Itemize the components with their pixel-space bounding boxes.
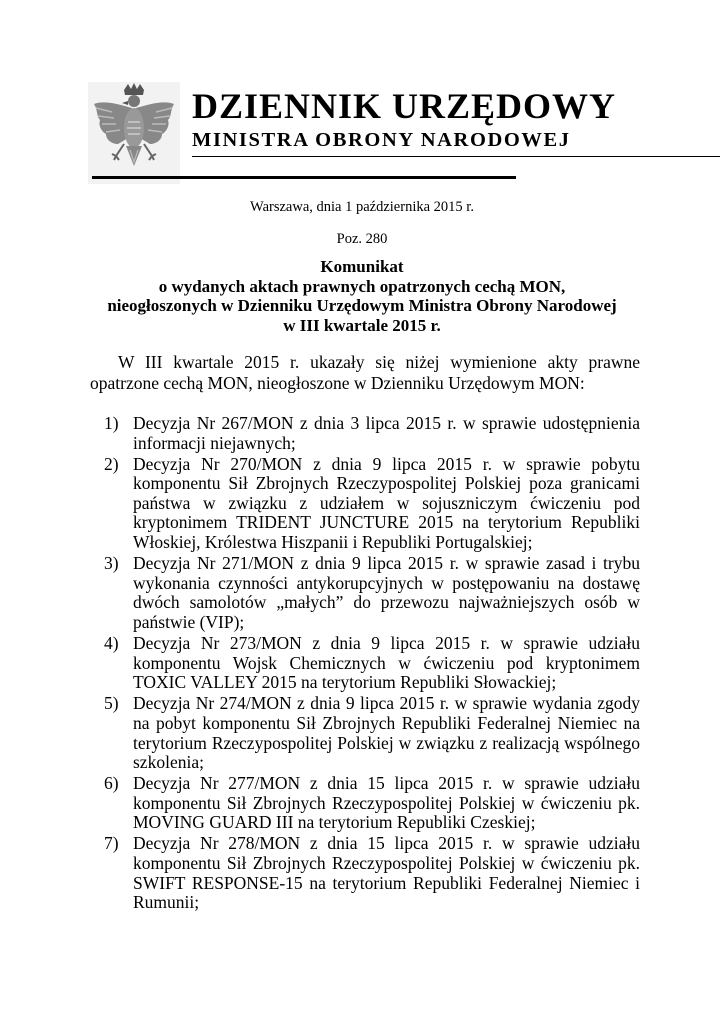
list-item-text: Decyzja Nr 274/MON z dnia 9 lipca 2015 r. w sprawie wydania zgody na pobyt komponentu Sił Zbrojnych Republiki Federalnej Niemiec na terytorium Rzeczypospolitej Polskiej w związku z realizacją wspólnego szkolenia; bbox=[133, 693, 640, 773]
list-item-text: Decyzja Nr 273/MON z dnia 9 lipca 2015 r. w sprawie udziału komponentu Wojsk Chemicznych w ćwiczeniu pod kryptonimem TOXIC VALLEY 2015 na terytorium Republiki Słowackiej; bbox=[133, 633, 640, 693]
masthead bbox=[88, 82, 640, 190]
list-item-text: Decyzja Nr 270/MON z dnia 9 lipca 2015 r. w sprawie pobytu komponentu Sił Zbrojnych Rzeczypospolitej Polskiej poza granicami państwa w związku z udziałem w sojuszniczym ćwiczeniu pod kryptonimem TRIDENT JUNCTURE 2015 na terytorium Republiki Włoskiej, Królestwa Hiszpanii i Republiki Portugalskiej; bbox=[133, 453, 640, 553]
masthead-divider-thin bbox=[192, 156, 720, 157]
title-line: w III kwartale 2015 r. bbox=[283, 315, 441, 335]
masthead-title: DZIENNIK URZĘDOWY bbox=[192, 86, 617, 126]
list-item-number: 1) bbox=[104, 413, 119, 433]
list-item bbox=[104, 554, 640, 632]
list-item-number: 3) bbox=[104, 553, 119, 574]
list-item bbox=[104, 414, 640, 453]
title-line: Komunikat bbox=[320, 257, 404, 276]
list-item bbox=[104, 455, 640, 553]
announcement-title bbox=[0, 257, 724, 335]
list-item-text: Decyzja Nr 271/MON z dnia 9 lipca 2015 r. w sprawie zasad i trybu wykonania czynności antykorupcyjnych w postępowaniu na dostawę dwóch samolotów „małych” do przewozu najważniejszych osób w państwie (VIP); bbox=[133, 553, 640, 632]
list-item bbox=[104, 634, 640, 693]
dateline: Warszawa, dnia 1 października 2015 r. bbox=[250, 199, 474, 215]
masthead-divider-thick bbox=[92, 176, 516, 179]
list-item-number: 4) bbox=[104, 633, 119, 654]
list-item-text: Decyzja Nr 278/MON z dnia 15 lipca 2015 r. w sprawie udziału komponentu Sił Zbrojnych Rzeczypospolitej Polskiej w ćwiczeniu pk. SWIFT RESPONSE-15 na terytorium Republiki Federalnej Niemiec i Rumunii; bbox=[133, 833, 640, 913]
eagle-emblem-icon bbox=[88, 82, 180, 184]
list-item bbox=[104, 694, 640, 772]
list-item-text: Decyzja Nr 267/MON z dnia 3 lipca 2015 r. w sprawie udostępnienia informacji niejawnych; bbox=[133, 413, 640, 453]
list-item-number: 7) bbox=[104, 833, 119, 854]
acts-list bbox=[104, 414, 640, 914]
position-number: Poz. 280 bbox=[336, 231, 388, 247]
list-item-number: 2) bbox=[104, 453, 119, 474]
title-line: nieogłoszonych w Dzienniku Urzędowym Ministra Obrony Narodowej bbox=[107, 296, 617, 315]
list-item-text: Decyzja Nr 277/MON z dnia 15 lipca 2015 r. w sprawie udziału komponentu Sił Zbrojnych Rzeczypospolitej Polskiej w ćwiczeniu pk. MOVING GUARD III na terytorium Republiki Czeskiej; bbox=[133, 773, 640, 833]
list-item bbox=[104, 774, 640, 833]
list-item bbox=[104, 834, 640, 912]
intro-paragraph: W III kwartale 2015 r. ukazały się niżej wymienione akty prawne opatrzone cechą MON, nieogłoszone w Dzienniku Urzędowym MON: bbox=[90, 352, 640, 393]
list-item-number: 6) bbox=[104, 773, 119, 794]
title-line: o wydanych aktach prawnych opatrzonych cechą MON, bbox=[158, 276, 566, 296]
masthead-subtitle: MINISTRA OBRONY NARODOWEJ bbox=[192, 129, 571, 151]
list-item-number: 5) bbox=[104, 693, 119, 714]
